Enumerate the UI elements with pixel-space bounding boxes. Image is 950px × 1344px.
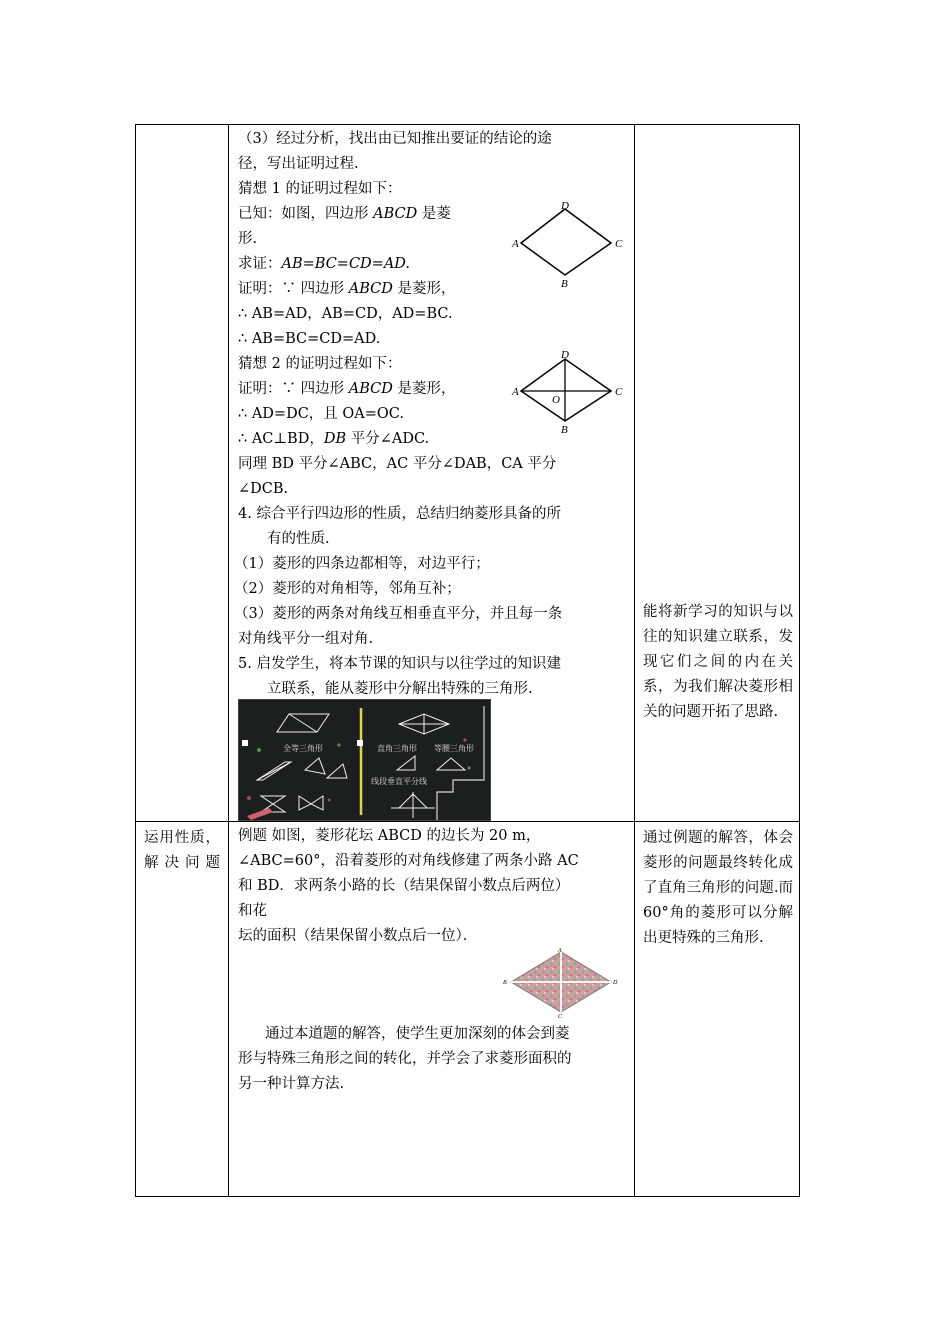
text-line: ∴ AC⊥BD，DB 平分∠ADC. [238,431,430,447]
text-line: ∠DCB. [238,481,289,497]
board-label: 全等三角形 [283,744,323,753]
garden-rhombus-photo [501,946,621,1018]
text-line: （2）菱形的对角相等，邻角互补； [234,581,461,597]
text-line: ∠ABC=60°，沿着菱形的对角线修建了两条小路 AC [238,853,579,869]
text-line: ∴ AD=DC，且 OA=OC. [238,406,404,422]
text-line: 形. [238,231,258,247]
text-line: 和花 [238,903,267,919]
stage-cell [136,125,229,822]
vertex-label: C [615,238,623,250]
rhombus-shape [521,209,611,275]
vertex-label: A [512,386,519,398]
lesson-plan-table [135,124,800,1197]
board-label: 等腰三角形 [434,744,474,753]
text-line: ∴ AB=BC=CD=AD. [238,331,381,347]
blackboard-drawing [239,700,490,820]
text-line: 和 BD．求两条小路的长（结果保留小数点后两位） [238,878,570,894]
text-line: 猜想 1 的证明过程如下： [238,181,402,197]
rhombus-figure-2 [509,349,629,437]
text-line: 通过本道题的解答，使学生更加深刻的体会到菱 [265,1026,570,1042]
purpose-note: 能将新学习的知识与以往的知识建立联系，发现它们之间的内在关系，为我们解决菱形相关的问题开拓了思路. [643,604,793,720]
vertex-label: C [558,1014,563,1018]
text-line: 另一种计算方法. [238,1076,345,1092]
text-line: 同理 BD 平分∠ABC，AC 平分∠DAB，CA 平分 [238,456,557,472]
content-cell [229,822,635,1197]
stage-label: 运用性质，解决问题 [144,830,220,871]
content-body [229,822,634,1196]
table-row [136,125,800,822]
vertex-label: D [613,980,618,986]
text-line: 猜想 2 的证明过程如下： [238,356,402,372]
text-line: 求证：AB=BC=CD=AD. [238,256,411,272]
vertex-label: C [615,386,623,398]
vertex-label: B [561,424,568,436]
purpose-note: 通过例题的解答，体会菱形的问题最终转化成了直角三角形的问题.而 60°角的菱形可以分解出更特殊的三角形. [643,830,793,946]
text-line: 径，写出证明过程. [238,156,359,172]
vertex-label: D [561,349,569,361]
text-line: 证明：∵ 四边形 ABCD 是菱形， [238,381,456,397]
vertex-label: A [558,948,562,954]
text-line: 对角线平分一组对角. [238,631,374,647]
text-line: 坛的面积（结果保留小数点后一位）． [238,928,478,944]
vertex-label: B [561,278,568,289]
table-row [136,822,800,1197]
rhombus-figure-1 [509,201,629,289]
purpose-cell [635,822,800,1197]
content-cell [229,125,635,822]
text-line: 已知：如图，四边形 ABCD 是菱 [238,206,451,222]
vertex-label: A [512,238,519,250]
rhombus-shape [521,359,611,421]
text-line: （3）经过分析，找出由已知推出要证的结论的途 [238,131,552,147]
text-line: 立联系，能从菱形中分解出特殊的三角形. [267,681,533,697]
blackboard-image [238,699,491,821]
text-line: （3）菱形的两条对角线互相垂直平分，并且每一条 [234,606,563,622]
vertex-label: D [561,201,569,212]
text-line: 有的性质. [267,531,330,547]
text-line: 5. 启发学生，将本节课的知识与以往学过的知识建 [238,656,561,672]
text-line: 4. 综合平行四边形的性质，总结归纳菱形具备的所 [238,506,561,522]
vertex-label: B [503,980,507,986]
text-line: 形与特殊三角形之间的转化，并学会了求菱形面积的 [238,1051,572,1067]
board-label: 线段垂直平分线 [371,777,427,786]
text-line: 证明：∵ 四边形 ABCD 是菱形， [238,281,456,297]
text-line: ∴ AB=AD，AB=CD，AD=BC. [238,306,453,322]
text-line: 例题 如图，菱形花坛 ABCD 的边长为 20 m， [238,828,541,844]
board-label: 直角三角形 [377,744,417,753]
text-line: （1）菱形的四条边都相等，对边平行； [234,556,490,572]
stage-cell [136,822,229,1197]
purpose-cell [635,125,800,822]
vertex-label: O [552,394,560,406]
content-body [229,125,634,821]
